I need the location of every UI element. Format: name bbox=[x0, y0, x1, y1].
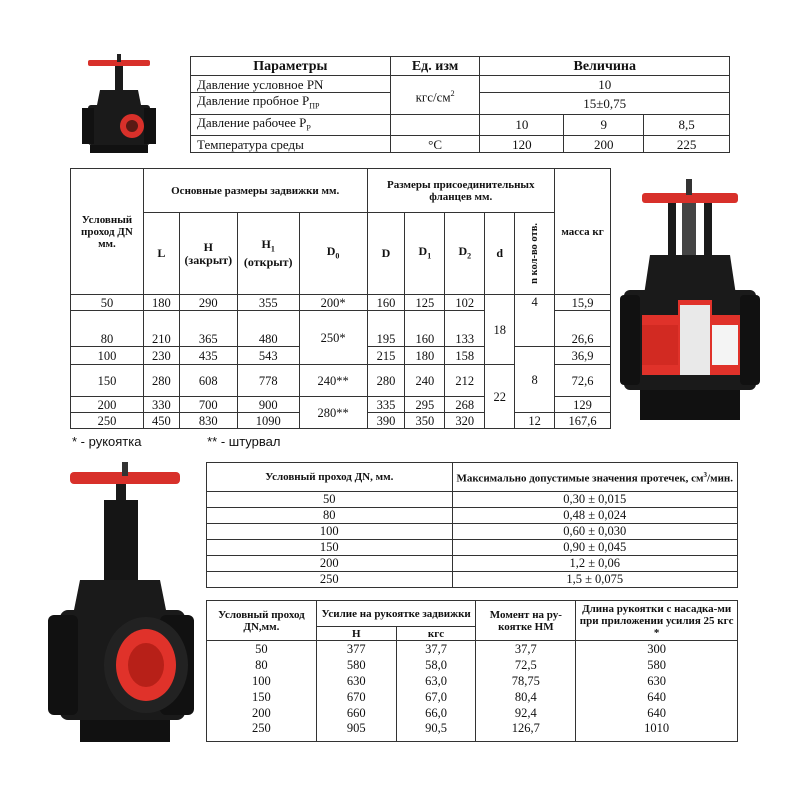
leak-dn-cell: 80 bbox=[207, 508, 453, 524]
h-cell: 290 bbox=[179, 295, 237, 311]
small-d-cell: 22 bbox=[485, 365, 515, 429]
force-dn-header: Условный проход ДN,мм. bbox=[207, 601, 317, 641]
dimensions-table bbox=[70, 168, 611, 429]
handle-length-cell: 300 bbox=[576, 641, 738, 658]
h-cell: 700 bbox=[179, 397, 237, 413]
d1-cell: 240 bbox=[405, 365, 445, 397]
force-n-cell: 580 bbox=[316, 657, 396, 673]
header-value: Величина bbox=[480, 57, 730, 76]
force-n-cell: 377 bbox=[316, 641, 396, 658]
valve-cutaway-image bbox=[620, 175, 760, 435]
col-d0-header: $D_0$ bbox=[299, 213, 367, 295]
force-n-cell: 660 bbox=[316, 705, 396, 721]
force-dn-cell: 80 bbox=[207, 657, 317, 673]
l-cell: 210 bbox=[143, 311, 179, 347]
dn-cell: 80 bbox=[71, 311, 144, 347]
force-kgs-header: кгс bbox=[396, 627, 476, 641]
table-row bbox=[207, 641, 738, 658]
mass-cell: 129 bbox=[555, 397, 611, 413]
l-cell: 330 bbox=[143, 397, 179, 413]
l-cell: 180 bbox=[143, 295, 179, 311]
d1-cell: 180 bbox=[405, 347, 445, 365]
moment-cell: 72,5 bbox=[476, 657, 576, 673]
d2-cell: 212 bbox=[445, 365, 485, 397]
n-cell: 4 bbox=[515, 295, 555, 347]
leakage-table bbox=[206, 462, 738, 588]
force-n-cell: 905 bbox=[316, 721, 396, 742]
moment-cell: 80,4 bbox=[476, 689, 576, 705]
h1-cell: 1090 bbox=[237, 413, 299, 429]
mass-cell: 26,6 bbox=[555, 311, 611, 347]
temperature-value: 225 bbox=[644, 136, 730, 153]
d1-cell: 350 bbox=[405, 413, 445, 429]
leak-dn-cell: 100 bbox=[207, 524, 453, 540]
col-d1-header: $D_1$ bbox=[405, 213, 445, 295]
table-row bbox=[207, 556, 738, 572]
d2-cell: 268 bbox=[445, 397, 485, 413]
handle-length-cell: 580 bbox=[576, 657, 738, 673]
parameters-table bbox=[190, 56, 730, 153]
d1-cell: 125 bbox=[405, 295, 445, 311]
d-cell: 335 bbox=[367, 397, 405, 413]
h1-cell: 778 bbox=[237, 365, 299, 397]
h1-cell: 480 bbox=[237, 311, 299, 347]
leak-value-cell: 0,48 ± 0,024 bbox=[452, 508, 737, 524]
moment-cell: 126,7 bbox=[476, 721, 576, 742]
leak-dn-cell: 150 bbox=[207, 540, 453, 556]
table-row bbox=[207, 657, 738, 673]
table-row bbox=[207, 689, 738, 705]
dn-cell: 100 bbox=[71, 347, 144, 365]
handle-length-cell: 1010 bbox=[576, 721, 738, 742]
unit-empty-cell bbox=[390, 114, 480, 136]
force-n-header: Н bbox=[316, 627, 396, 641]
force-kgs-cell: 58,0 bbox=[396, 657, 476, 673]
col-h-header: H (закрыт) bbox=[179, 213, 237, 295]
valve-large-image bbox=[40, 460, 200, 745]
small-d-cell: 18 bbox=[485, 295, 515, 365]
d1-cell: 160 bbox=[405, 311, 445, 347]
force-kgs-cell: 66,0 bbox=[396, 705, 476, 721]
table-row bbox=[207, 508, 738, 524]
d-cell: 195 bbox=[367, 311, 405, 347]
col-d-header: D bbox=[367, 213, 405, 295]
mass-cell: 15,9 bbox=[555, 295, 611, 311]
param-pn-value: 10 bbox=[480, 76, 730, 93]
h1-cell: 355 bbox=[237, 295, 299, 311]
l-cell: 450 bbox=[143, 413, 179, 429]
param-test-pressure-value: 15±0,75 bbox=[480, 93, 730, 115]
leak-value-cell: 1,5 ± 0,075 bbox=[452, 572, 737, 588]
table-row bbox=[207, 673, 738, 689]
handle-length-header: Длина рукоятки с насадка-ми при приложении усилия 25 кгс * bbox=[576, 601, 738, 641]
force-dn-cell: 250 bbox=[207, 721, 317, 742]
d0-cell: 280** bbox=[299, 397, 367, 429]
flange-dims-header: Размеры присоединительных фланцев мм. bbox=[367, 169, 555, 213]
l-cell: 280 bbox=[143, 365, 179, 397]
mass-cell: 36,9 bbox=[555, 347, 611, 365]
col-small-d-header: d bbox=[485, 213, 515, 295]
leak-dn-cell: 250 bbox=[207, 572, 453, 588]
table-row bbox=[207, 540, 738, 556]
n-cell: 12 bbox=[515, 413, 555, 429]
table-row bbox=[207, 524, 738, 540]
moment-header: Момент на ру-коятке НМ bbox=[476, 601, 576, 641]
dn-cell: 250 bbox=[71, 413, 144, 429]
d1-cell: 295 bbox=[405, 397, 445, 413]
table-row bbox=[207, 572, 738, 588]
leak-dn-cell: 200 bbox=[207, 556, 453, 572]
note-handle: * - рукоятка bbox=[72, 434, 142, 449]
d-cell: 280 bbox=[367, 365, 405, 397]
col-d2-header: $D_2$ bbox=[445, 213, 485, 295]
col-l-header: L bbox=[143, 213, 179, 295]
handle-length-cell: 640 bbox=[576, 705, 738, 721]
force-kgs-cell: 67,0 bbox=[396, 689, 476, 705]
handle-length-cell: 630 bbox=[576, 673, 738, 689]
table-row bbox=[207, 705, 738, 721]
d-cell: 160 bbox=[367, 295, 405, 311]
d-cell: 215 bbox=[367, 347, 405, 365]
temperature-value: 200 bbox=[564, 136, 644, 153]
leak-dn-header: Условный проход ДN, мм. bbox=[207, 463, 453, 492]
h-cell: 608 bbox=[179, 365, 237, 397]
leak-value-cell: 0,90 ± 0,045 bbox=[452, 540, 737, 556]
unit-celsius: °C bbox=[390, 136, 480, 153]
moment-cell: 78,75 bbox=[476, 673, 576, 689]
mass-cell: 72,6 bbox=[555, 365, 611, 397]
force-dn-cell: 200 bbox=[207, 705, 317, 721]
h-cell: 830 bbox=[179, 413, 237, 429]
force-dn-cell: 50 bbox=[207, 641, 317, 658]
d0-cell: 250* bbox=[299, 311, 367, 365]
h1-cell: 543 bbox=[237, 347, 299, 365]
dn-cell: 50 bbox=[71, 295, 144, 311]
table-notes bbox=[72, 434, 342, 449]
d2-cell: 158 bbox=[445, 347, 485, 365]
leak-value-cell: 1,2 ± 0,06 bbox=[452, 556, 737, 572]
n-cell: 8 bbox=[515, 347, 555, 413]
force-kgs-cell: 37,7 bbox=[396, 641, 476, 658]
force-dn-cell: 150 bbox=[207, 689, 317, 705]
working-pressure-value: 9 bbox=[564, 114, 644, 136]
moment-cell: 92,4 bbox=[476, 705, 576, 721]
handle-length-cell: 640 bbox=[576, 689, 738, 705]
main-dims-header: Основные размеры задвижки мм. bbox=[143, 169, 367, 213]
force-header: Усилие на рукоятке задвижки bbox=[316, 601, 476, 627]
force-dn-cell: 100 bbox=[207, 673, 317, 689]
d0-cell: 200* bbox=[299, 295, 367, 311]
leak-dn-cell: 50 bbox=[207, 492, 453, 508]
d0-cell: 240** bbox=[299, 365, 367, 397]
header-unit: Ед. изм bbox=[390, 57, 480, 76]
force-kgs-cell: 63,0 bbox=[396, 673, 476, 689]
d2-cell: 102 bbox=[445, 295, 485, 311]
force-n-cell: 670 bbox=[316, 689, 396, 705]
d-cell: 390 bbox=[367, 413, 405, 429]
l-cell: 230 bbox=[143, 347, 179, 365]
table-row bbox=[207, 492, 738, 508]
temperature-value: 120 bbox=[480, 136, 564, 153]
param-test-pressure-label: Давление пробное $P_{ПР}$ bbox=[191, 93, 391, 115]
leak-value-cell: 0,60 ± 0,030 bbox=[452, 524, 737, 540]
param-pn-label: Давление условное PN bbox=[191, 76, 391, 93]
param-working-pressure-label: Давление рабочее $P_Р$ bbox=[191, 114, 391, 136]
table-row bbox=[207, 721, 738, 742]
dn-cell: 150 bbox=[71, 365, 144, 397]
param-temperature-label: Температура среды bbox=[191, 136, 391, 153]
col-h1-header: $H_1$ (открыт) bbox=[237, 213, 299, 295]
leak-value-cell: 0,30 ± 0,015 bbox=[452, 492, 737, 508]
unit-kgs-cm2: кгс/$см^2$ bbox=[390, 76, 480, 115]
d2-cell: 133 bbox=[445, 311, 485, 347]
h-cell: 365 bbox=[179, 311, 237, 347]
col-n-header: n кол-во отв. bbox=[515, 213, 555, 295]
mass-cell: 167,6 bbox=[555, 413, 611, 429]
h-cell: 435 bbox=[179, 347, 237, 365]
valve-small-image bbox=[80, 50, 160, 160]
handle-force-table bbox=[206, 600, 738, 742]
d2-cell: 320 bbox=[445, 413, 485, 429]
h1-cell: 900 bbox=[237, 397, 299, 413]
dn-header: Условный проход ДN мм. bbox=[71, 169, 144, 295]
note-wheel: ** - штурвал bbox=[207, 434, 281, 449]
dn-cell: 200 bbox=[71, 397, 144, 413]
table-row bbox=[71, 295, 611, 311]
working-pressure-value: 10 bbox=[480, 114, 564, 136]
header-parameters: Параметры bbox=[191, 57, 391, 76]
force-n-cell: 630 bbox=[316, 673, 396, 689]
moment-cell: 37,7 bbox=[476, 641, 576, 658]
mass-header: масса кг bbox=[555, 169, 611, 295]
leak-value-header: Максимально допустимые значения протечек, $см^3$/мин. bbox=[452, 463, 737, 492]
force-kgs-cell: 90,5 bbox=[396, 721, 476, 742]
working-pressure-value: 8,5 bbox=[644, 114, 730, 136]
